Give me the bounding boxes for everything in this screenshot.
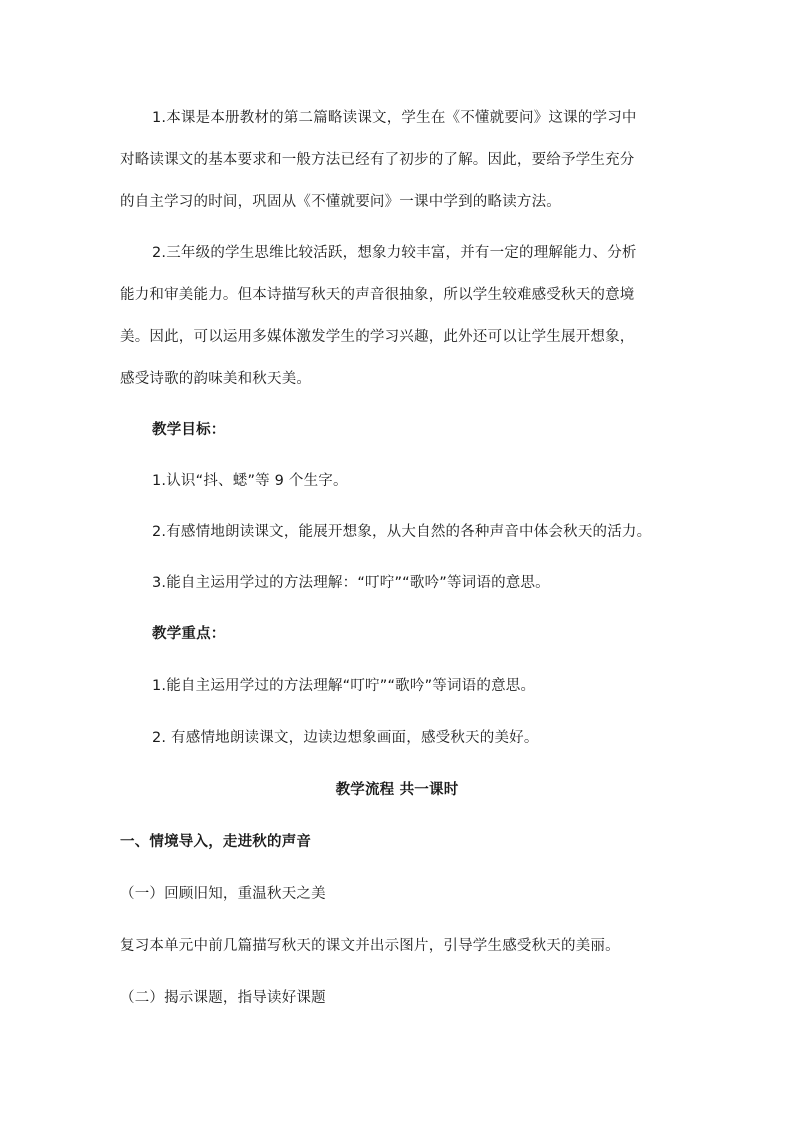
- goal-item-1: 1.认识“抖、蟋”等 9 个生字。: [152, 473, 348, 489]
- paragraph-1-line-3: 的自主学习的时间，巩固从《不懂就要问》一课中学到的略读方法。: [120, 194, 561, 210]
- paragraph-2-line-4: 感受诗歌的韵味美和秋天美。: [120, 371, 312, 387]
- goal-item-3: 3.能自主运用学过的方法理解：“叮咛”“歌吟”等词语的意思。: [152, 575, 550, 591]
- paragraph-2-line-2: 能力和审美能力。但本诗描写秋天的声音很抽象，所以学生较难感受秋天的意境: [120, 287, 635, 303]
- subsection-heading-2: （二）揭示课题，指导读好课题: [120, 990, 326, 1006]
- heading-teaching-process: 教学流程 共一课时: [335, 782, 459, 798]
- paragraph-1-line-2: 对略读课文的基本要求和一般方法已经有了初步的了解。因此，要给予学生充分: [120, 152, 635, 168]
- focus-item-2: 2. 有感情地朗读课文，边读边想象画面，感受秋天的美好。: [152, 730, 539, 746]
- goal-item-2: 2.有感情地朗读课文，能展开想象，从大自然的各种声音中体会秋天的活力。: [152, 524, 652, 540]
- heading-teaching-goals: 教学目标：: [152, 422, 226, 438]
- focus-item-1: 1.能自主运用学过的方法理解“叮咛”“歌吟”等词语的意思。: [152, 678, 536, 694]
- section-heading-1: 一、情境导入，走进秋的声音: [120, 834, 312, 850]
- subsection-1-body: 复习本单元中前几篇描写秋天的课文并出示图片，引导学生感受秋天的美丽。: [120, 938, 620, 954]
- paragraph-1-line-1: 1.本课是本册教材的第二篇略读课文，学生在《不懂就要问》这课的学习中: [152, 110, 637, 126]
- subsection-heading-1: （一）回顾旧知，重温秋天之美: [120, 886, 326, 902]
- paragraph-2-line-3: 美。因此，可以运用多媒体激发学生的学习兴趣，此外还可以让学生展开想象，: [120, 329, 635, 345]
- heading-teaching-focus: 教学重点：: [152, 626, 226, 642]
- paragraph-2-line-1: 2.三年级的学生思维比较活跃，想象力较丰富，并有一定的理解能力、分析: [152, 245, 637, 261]
